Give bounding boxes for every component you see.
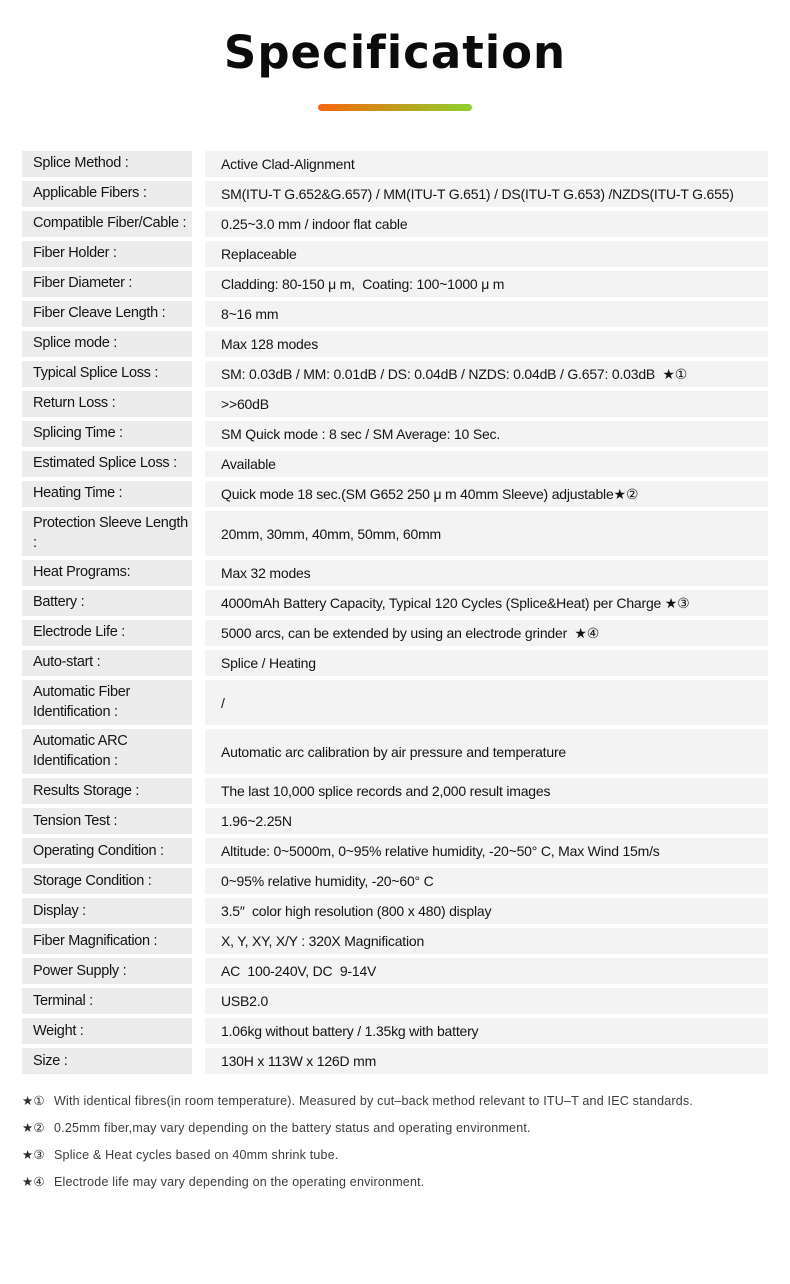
spec-label: Battery : (22, 590, 192, 616)
page-title: Specification (223, 26, 567, 79)
spec-value: >>60dB (205, 391, 768, 417)
footnote-text: With identical fibres(in room temperature). Measured by cut–back method relevant to ITU–T and IEC standards. (54, 1094, 694, 1109)
spec-label: Protection Sleeve Length : (22, 511, 192, 556)
spec-row (22, 680, 768, 725)
spec-row (22, 560, 768, 586)
footnote (22, 1147, 768, 1163)
spec-value: USB2.0 (205, 988, 768, 1014)
spec-row (22, 1018, 768, 1044)
footnote-text: 0.25mm fiber,may vary depending on the battery status and operating environment. (54, 1121, 531, 1136)
spec-label: Size : (22, 1048, 192, 1074)
spec-value: Active Clad-Alignment (205, 151, 768, 177)
spec-row (22, 838, 768, 864)
spec-value: Splice / Heating (205, 650, 768, 676)
spec-value: 1.96~2.25N (205, 808, 768, 834)
spec-row (22, 361, 768, 387)
footnote (22, 1093, 768, 1109)
footnote-star-marker: ★④ (22, 1175, 45, 1190)
spec-value: 8~16 mm (205, 301, 768, 327)
footnote-star-marker: ★① (22, 1094, 45, 1109)
spec-label: Heating Time : (22, 481, 192, 507)
footnote (22, 1174, 768, 1190)
spec-label: Weight : (22, 1018, 192, 1044)
accent-divider (318, 104, 472, 111)
spec-row (22, 778, 768, 804)
spec-label: Display : (22, 898, 192, 924)
spec-label: Fiber Cleave Length : (22, 301, 192, 327)
spec-label: Splice Method : (22, 151, 192, 177)
spec-row (22, 181, 768, 207)
spec-label: Applicable Fibers : (22, 181, 192, 207)
spec-row (22, 650, 768, 676)
spec-label: Operating Condition : (22, 838, 192, 864)
spec-label: Auto-start : (22, 650, 192, 676)
spec-label: Fiber Diameter : (22, 271, 192, 297)
spec-row (22, 1048, 768, 1074)
spec-value: Max 128 modes (205, 331, 768, 357)
footnote-text: Splice & Heat cycles based on 40mm shrink tube. (54, 1148, 339, 1163)
spec-row (22, 301, 768, 327)
spec-value: SM Quick mode : 8 sec / SM Average: 10 Sec. (205, 421, 768, 447)
spec-value: / (205, 680, 768, 725)
spec-label: Splice mode : (22, 331, 192, 357)
spec-row (22, 868, 768, 894)
spec-value: 130H x 113W x 126D mm (205, 1048, 768, 1074)
spec-value: 20mm, 30mm, 40mm, 50mm, 60mm (205, 511, 768, 556)
spec-value: Available (205, 451, 768, 477)
spec-label: Results Storage : (22, 778, 192, 804)
spec-value: 0~95% relative humidity, -20~60° C (205, 868, 768, 894)
footnotes (22, 1093, 768, 1190)
spec-label: Estimated Splice Loss : (22, 451, 192, 477)
spec-value: 3.5″ color high resolution (800 x 480) display (205, 898, 768, 924)
spec-row (22, 421, 768, 447)
spec-value: Cladding: 80-150 μ m, Coating: 100~1000 μ m (205, 271, 768, 297)
spec-value: 5000 arcs, can be extended by using an electrode grinder ★④ (205, 620, 768, 646)
spec-row (22, 451, 768, 477)
footnote (22, 1120, 768, 1136)
footnote-star-marker: ★② (22, 1121, 45, 1136)
spec-row (22, 620, 768, 646)
spec-row (22, 511, 768, 556)
spec-value: Altitude: 0~5000m, 0~95% relative humidity, -20~50° C, Max Wind 15m/s (205, 838, 768, 864)
spec-value: AC 100-240V, DC 9-14V (205, 958, 768, 984)
spec-value: SM: 0.03dB / MM: 0.01dB / DS: 0.04dB / NZDS: 0.04dB / G.657: 0.03dB ★① (205, 361, 768, 387)
spec-row (22, 729, 768, 774)
spec-label: Heat Programs: (22, 560, 192, 586)
spec-label: Electrode Life : (22, 620, 192, 646)
spec-value: X, Y, XY, X/Y : 320X Magnification (205, 928, 768, 954)
spec-value: The last 10,000 splice records and 2,000 result images (205, 778, 768, 804)
spec-row (22, 391, 768, 417)
spec-table (22, 151, 768, 1074)
spec-label: Compatible Fiber/Cable : (22, 211, 192, 237)
spec-value: Max 32 modes (205, 560, 768, 586)
spec-label: Splicing Time : (22, 421, 192, 447)
spec-value: 1.06kg without battery / 1.35kg with battery (205, 1018, 768, 1044)
spec-row (22, 151, 768, 177)
spec-row (22, 808, 768, 834)
spec-row (22, 988, 768, 1014)
spec-value: 0.25~3.0 mm / indoor flat cable (205, 211, 768, 237)
spec-value: Automatic arc calibration by air pressure and temperature (205, 729, 768, 774)
spec-label: Typical Splice Loss : (22, 361, 192, 387)
spec-label: Power Supply : (22, 958, 192, 984)
spec-label: Fiber Magnification : (22, 928, 192, 954)
spec-row (22, 898, 768, 924)
spec-row (22, 211, 768, 237)
spec-row (22, 928, 768, 954)
footnote-text: Electrode life may vary depending on the operating environment. (54, 1175, 425, 1190)
footnote-star-marker: ★③ (22, 1148, 45, 1163)
spec-value: Quick mode 18 sec.(SM G652 250 μ m 40mm Sleeve) adjustable★② (205, 481, 768, 507)
spec-row (22, 271, 768, 297)
spec-label: Automatic Fiber Identification : (22, 680, 192, 725)
spec-label: Fiber Holder : (22, 241, 192, 267)
spec-label: Automatic ARC Identification : (22, 729, 192, 774)
spec-row (22, 590, 768, 616)
spec-row (22, 958, 768, 984)
spec-row (22, 331, 768, 357)
spec-value: 4000mAh Battery Capacity, Typical 120 Cycles (Splice&Heat) per Charge ★③ (205, 590, 768, 616)
spec-label: Tension Test : (22, 808, 192, 834)
spec-value: SM(ITU-T G.652&G.657) / MM(ITU-T G.651) / DS(ITU-T G.653) /NZDS(ITU-T G.655) (205, 181, 768, 207)
spec-label: Return Loss : (22, 391, 192, 417)
spec-page (0, 26, 790, 1190)
spec-row (22, 241, 768, 267)
spec-value: Replaceable (205, 241, 768, 267)
spec-label: Storage Condition : (22, 868, 192, 894)
spec-row (22, 481, 768, 507)
spec-label: Terminal : (22, 988, 192, 1014)
